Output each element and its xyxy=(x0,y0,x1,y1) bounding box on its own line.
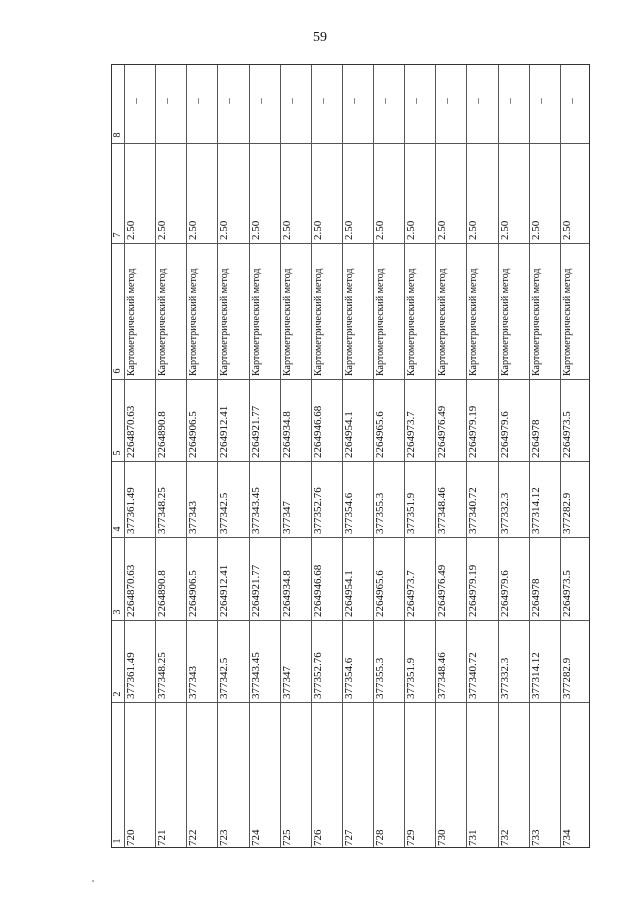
method-label: Картометрический метод xyxy=(561,268,573,376)
cell-value: 2264870.63 xyxy=(125,405,137,458)
scan-speck xyxy=(92,880,94,882)
point-number: 720 xyxy=(125,829,137,846)
point-number: 732 xyxy=(498,829,511,846)
method-label: Картометрический метод xyxy=(468,268,480,376)
cell-value: 2264979.19 xyxy=(467,564,480,617)
point-number: 731 xyxy=(467,829,480,846)
cell-value: – xyxy=(347,98,360,104)
cell-value: 377282.9 xyxy=(560,657,573,699)
cell-value: 2264976.49 xyxy=(436,564,449,617)
cell-value: 377354.6 xyxy=(342,492,355,534)
cell-value: 377314.12 xyxy=(529,487,542,534)
point-number: 726 xyxy=(311,829,324,846)
cell-value: 377282.9 xyxy=(560,492,573,534)
cell-value: – xyxy=(161,98,174,104)
cell-value: 377361.49 xyxy=(125,487,137,534)
cell-value: 377348.46 xyxy=(436,652,449,699)
cell-value: 2264890.8 xyxy=(156,411,169,458)
cell-value: 2264979.6 xyxy=(498,411,511,458)
column-header: 3 xyxy=(112,609,123,615)
method-label: Картометрический метод xyxy=(250,268,262,376)
field-separator xyxy=(112,702,589,703)
cell-value: 377347 xyxy=(280,666,293,699)
cell-value: 2.50 xyxy=(405,220,418,240)
cell-value: 377352.76 xyxy=(311,652,324,699)
point-number: 730 xyxy=(436,829,449,846)
cell-value: 377348.25 xyxy=(156,652,169,699)
cell-value: 2.50 xyxy=(560,220,573,240)
cell-value: 377355.3 xyxy=(374,657,387,699)
cell-value: 2264934.8 xyxy=(280,570,293,617)
point-number: 729 xyxy=(405,829,418,846)
cell-value: 2264954.1 xyxy=(342,570,355,617)
field-separator xyxy=(112,379,589,380)
cell-value: 2264870.63 xyxy=(125,564,137,617)
cell-value: 2.50 xyxy=(187,220,200,240)
cell-value: 2.50 xyxy=(249,220,262,240)
cell-value: – xyxy=(316,98,329,104)
cell-value: – xyxy=(379,98,392,104)
cell-value: 377340.72 xyxy=(467,487,480,534)
cell-value: 2.50 xyxy=(342,220,355,240)
column-header: 5 xyxy=(112,450,123,456)
cell-value: 2.50 xyxy=(529,220,542,240)
cell-value: 2264921.77 xyxy=(249,405,262,458)
cell-value: 377348.46 xyxy=(436,487,449,534)
point-number: 721 xyxy=(156,829,169,846)
cell-value: – xyxy=(565,98,578,104)
method-label: Картометрический метод xyxy=(406,268,418,376)
cell-value: – xyxy=(254,98,267,104)
cell-value: 2264954.1 xyxy=(342,411,355,458)
cell-value: 2264965.6 xyxy=(374,411,387,458)
column-header: 7 xyxy=(112,232,123,238)
cell-value: 2264906.5 xyxy=(187,570,200,617)
cell-value: – xyxy=(472,98,485,104)
method-label: Картометрический метод xyxy=(375,268,387,376)
point-number: 725 xyxy=(280,829,293,846)
cell-value: 377343.45 xyxy=(249,652,262,699)
cell-value: 377351.9 xyxy=(405,492,418,534)
method-label: Картометрический метод xyxy=(437,268,449,376)
column-header: 8 xyxy=(112,132,123,138)
cell-value: 2264965.6 xyxy=(374,570,387,617)
point-number: 728 xyxy=(374,829,387,846)
cell-value: 377347 xyxy=(280,501,293,534)
cell-value: 377343.45 xyxy=(249,487,262,534)
cell-value: 2.50 xyxy=(125,220,137,240)
column-header: 4 xyxy=(112,526,123,532)
cell-value: 2.50 xyxy=(156,220,169,240)
method-label: Картометрический метод xyxy=(281,268,293,376)
point-number: 722 xyxy=(187,829,200,846)
cell-value: 2264912.41 xyxy=(218,564,231,617)
cell-value: 377343 xyxy=(187,666,200,699)
column-header: 6 xyxy=(112,368,123,374)
method-label: Картометрический метод xyxy=(343,268,355,376)
field-separator xyxy=(112,243,589,244)
cell-value: 2264979.6 xyxy=(498,570,511,617)
cell-value: – xyxy=(534,98,547,104)
method-label: Картометрический метод xyxy=(499,268,511,376)
cell-value: 2264973.7 xyxy=(405,411,418,458)
page-number: 59 xyxy=(313,30,327,45)
cell-value: 2264912.41 xyxy=(218,405,231,458)
point-number: 734 xyxy=(560,829,573,846)
cell-value: 377332.3 xyxy=(498,657,511,699)
method-label: Картометрический метод xyxy=(312,268,324,376)
cell-value: 2264978 xyxy=(529,578,542,617)
cell-value: 377332.3 xyxy=(498,492,511,534)
cell-value: 2264906.5 xyxy=(187,411,200,458)
cell-value: 2264934.8 xyxy=(280,411,293,458)
cell-value: 2264946.68 xyxy=(311,405,324,458)
cell-value: 2264946.68 xyxy=(311,564,324,617)
cell-value: – xyxy=(223,98,236,104)
cell-value: 2.50 xyxy=(436,220,449,240)
cell-value: 377361.49 xyxy=(125,652,137,699)
method-label: Картометрический метод xyxy=(157,268,169,376)
cell-value: – xyxy=(503,98,516,104)
cell-value: 377314.12 xyxy=(529,652,542,699)
column-header: 1 xyxy=(112,838,123,844)
cell-value: 2264973.5 xyxy=(560,411,573,458)
method-label: Картометрический метод xyxy=(219,268,231,376)
point-number: 724 xyxy=(249,829,262,846)
cell-value: – xyxy=(410,98,423,104)
column-header: 2 xyxy=(112,691,123,697)
cell-value: 2.50 xyxy=(280,220,293,240)
cell-value: 2.50 xyxy=(218,220,231,240)
cell-value: 2264978 xyxy=(529,419,542,458)
cell-value: 2.50 xyxy=(467,220,480,240)
cell-value: – xyxy=(192,98,205,104)
point-number: 727 xyxy=(342,829,355,846)
method-label: Картометрический метод xyxy=(530,268,542,376)
cell-value: 2264979.19 xyxy=(467,405,480,458)
method-label: Картометрический метод xyxy=(126,268,137,376)
field-separator xyxy=(112,461,589,462)
cell-value: 2.50 xyxy=(374,220,387,240)
cell-value: 2264921.77 xyxy=(249,564,262,617)
cell-value: 2.50 xyxy=(498,220,511,240)
cell-value: 377342.5 xyxy=(218,492,231,534)
method-label: Картометрический метод xyxy=(188,268,200,376)
field-separator xyxy=(112,143,589,144)
cell-value: 377343 xyxy=(187,501,200,534)
point-number: 723 xyxy=(218,829,231,846)
cell-value: 2264890.8 xyxy=(156,570,169,617)
coordinates-table xyxy=(111,64,590,848)
field-separator xyxy=(112,537,589,538)
cell-value: 2264976.49 xyxy=(436,405,449,458)
cell-value: 2264973.7 xyxy=(405,570,418,617)
cell-value: – xyxy=(441,98,454,104)
cell-value: 377355.3 xyxy=(374,492,387,534)
cell-value: 2264973.5 xyxy=(560,570,573,617)
cell-value: – xyxy=(285,98,298,104)
cell-value: 377354.6 xyxy=(342,657,355,699)
field-separator xyxy=(112,620,589,621)
cell-value: 2.50 xyxy=(311,220,324,240)
cell-value: 377351.9 xyxy=(405,657,418,699)
cell-value: 377342.5 xyxy=(218,657,231,699)
cell-value: 377340.72 xyxy=(467,652,480,699)
cell-value: 377348.25 xyxy=(156,487,169,534)
cell-value: 377352.76 xyxy=(311,487,324,534)
cell-value: – xyxy=(130,98,142,104)
point-number: 733 xyxy=(529,829,542,846)
